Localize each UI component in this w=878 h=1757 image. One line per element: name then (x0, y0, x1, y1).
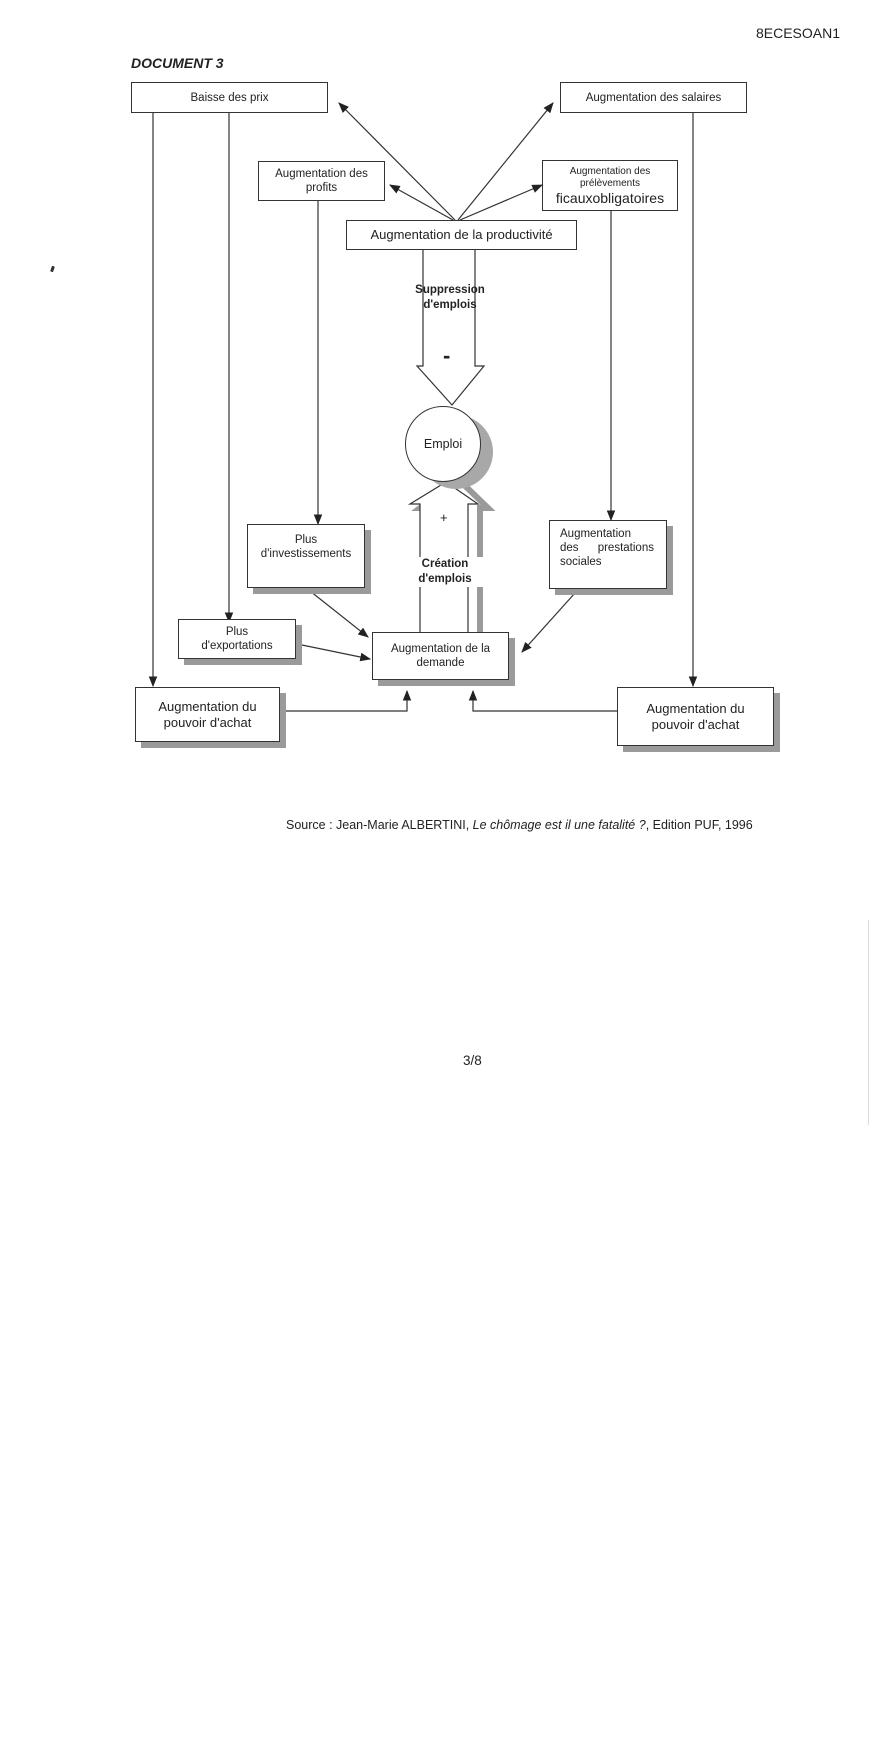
minus-sign: - (443, 343, 451, 368)
document-title: DOCUMENT 3 (131, 55, 224, 71)
label-plus-invest-2: d'investissements (260, 548, 352, 560)
label-pouvoir-left-2: pouvoir d'achat (163, 714, 252, 730)
label-plus-export-1: Plus (225, 626, 249, 638)
box-plus-invest (247, 524, 365, 588)
box-augm-productivite (346, 220, 577, 250)
source-title: Le chômage est il une fatalité ? (472, 818, 646, 832)
creation-label-1: Création (421, 558, 469, 570)
label-baisse-prix: Baisse des prix (190, 91, 269, 104)
label-augm-prelevements-1: Augmentation des (569, 165, 651, 177)
arrow-invest-to-demande (310, 591, 368, 637)
label-augm-prelevements-3: ficauxobligatoires (555, 189, 665, 206)
plus-sign: + (440, 510, 448, 525)
page-number: 3/8 (463, 1053, 482, 1068)
suppression-label (400, 283, 500, 313)
creation-label-2: d'emplois (418, 573, 472, 585)
label-plus-invest-1: Plus (294, 534, 318, 546)
arrow-pouvoir-right-to-demande (473, 691, 620, 711)
source-prefix: Source : Jean-Marie ALBERTINI, (286, 818, 473, 832)
label-augm-productivite: Augmentation de la productivité (370, 227, 553, 242)
label-augm-prestations-2: des prestations (560, 542, 654, 554)
label-augm-profits-2: profits (305, 182, 338, 194)
label-augm-prestations-1: Augmentation (560, 528, 631, 540)
arrow-pouvoir-left-to-demande (280, 691, 407, 711)
label-augm-salaires: Augmentation des salaires (585, 91, 722, 104)
source-suffix: , Edition PUF, 1996 (645, 818, 753, 832)
label-pouvoir-right-2: pouvoir d'achat (651, 716, 740, 732)
scan-edge-line (868, 920, 869, 1125)
label-augm-demande-2: demande (416, 657, 465, 669)
arrow-export-to-demande (302, 645, 370, 659)
box-pouvoir-achat-right (617, 687, 774, 746)
box-augm-salaires (560, 82, 747, 113)
arrow-to-augm-salaires (458, 103, 553, 220)
document-code: 8ECESOAN1 (755, 25, 840, 41)
box-pouvoir-achat-left (135, 687, 280, 742)
label-plus-export-2: d'exportations (201, 640, 273, 652)
creation-label (395, 557, 495, 587)
box-augm-profits (258, 161, 385, 201)
suppression-big-arrow (417, 250, 484, 405)
label-pouvoir-right-1: Augmentation du (646, 700, 745, 716)
label-augm-demande-1: Augmentation de la (390, 643, 491, 655)
box-augm-prelevements (542, 160, 678, 211)
emploi-circle (405, 406, 481, 482)
label-augm-prelevements-2: prélèvements (579, 177, 641, 189)
suppression-label-2: d'emplois (423, 299, 477, 311)
suppression-label-1: Suppression (415, 284, 485, 296)
box-baisse-prix (131, 82, 328, 113)
box-augm-prestations (549, 520, 667, 589)
box-augm-demande (372, 632, 509, 680)
arrow-prestations-to-demande (522, 593, 575, 652)
label-augm-profits-1: Augmentation des (275, 168, 368, 180)
source-citation (286, 818, 753, 832)
label-emploi: Emploi (423, 437, 463, 451)
arrow-to-augm-profits (390, 185, 453, 220)
box-plus-export (178, 619, 296, 659)
label-pouvoir-left-1: Augmentation du (158, 698, 257, 714)
label-augm-prestations-3: sociales (560, 556, 602, 568)
